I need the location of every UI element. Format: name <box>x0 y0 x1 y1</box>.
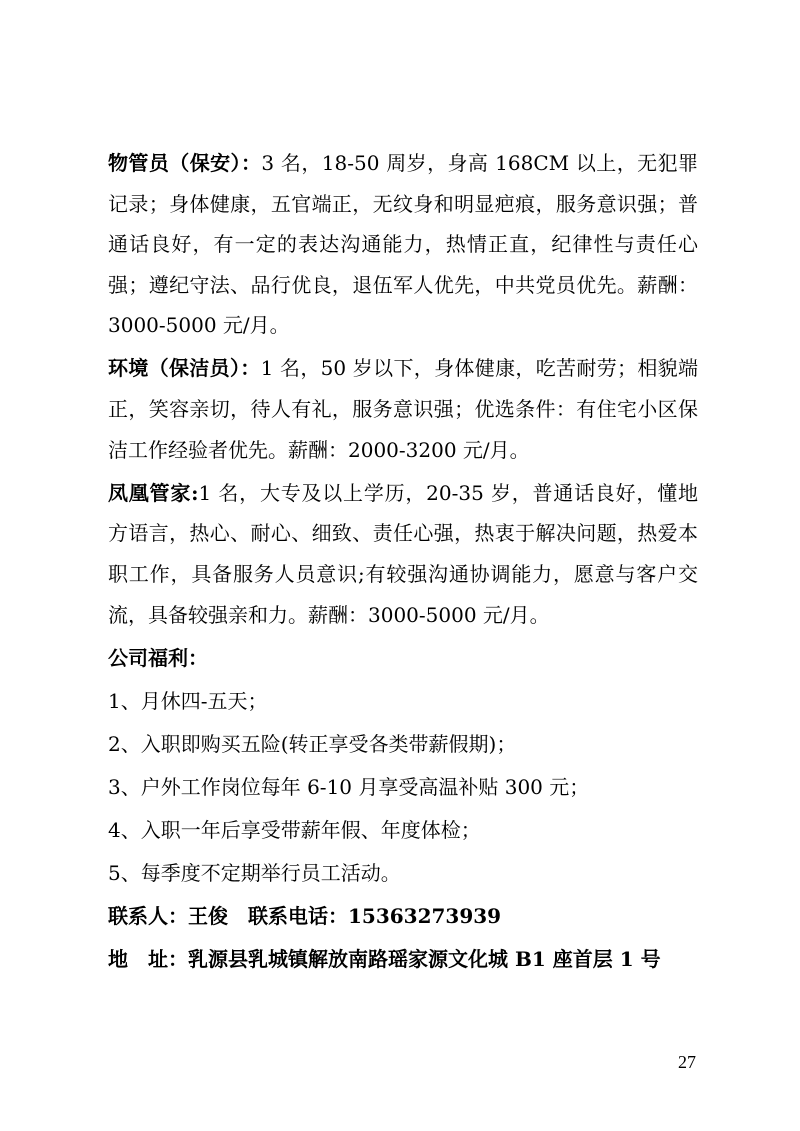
address-value: 乳源县乳城镇解放南路瑶家源文化城 B1 座首层 1 号 <box>188 947 661 972</box>
benefit-item: 4、入职一年后享受带薪年假、年度体检； <box>108 818 481 842</box>
contact-line <box>108 896 698 937</box>
document-body <box>108 143 698 982</box>
benefit-item: 5、每季度不定期举行员工活动。 <box>108 861 401 886</box>
security-guard-heading: 物管员（保安）： <box>108 151 262 175</box>
security-guard-section <box>108 143 698 346</box>
benefit-item: 1、月休四-五天； <box>108 688 268 713</box>
contact-person-name: 王俊 <box>188 904 228 929</box>
contact-person-label: 联系人： <box>108 904 188 929</box>
address-line <box>108 939 698 980</box>
address-label: 地 址： <box>108 947 188 972</box>
cleaner-section <box>108 348 698 470</box>
benefit-item: 2、入职即购买五险(转正享受各类带薪假期)； <box>108 731 517 756</box>
cleaner-text: 1 名，50 岁以下，身体健康，吃苦耐劳；相貌端正，笑容亲切，待人有礼，服务意识强；优选条件：有住宅小区保洁工作经验者优先。薪酬：2000-3200 元/月。 <box>108 356 699 462</box>
butler-section <box>108 473 698 635</box>
security-guard-text: 3 名，18-50 周岁，身高 168CM 以上，无犯罪记录；身体健康，五官端正，无纹身和明显疤痕，服务意识强；普通话良好，有一定的表达沟通能力，热情正直，纪律性与责任心强；遵纪守法、品行优良，退伍军人优先，中共党员优先。薪酬：3000-5000 元/月。 <box>108 151 699 338</box>
cleaner-heading: 环境（保洁员）： <box>108 356 261 381</box>
butler-text: 1 名，大专及以上学历，20-35 岁，普通话良好，懂地方语言，热心、耐心、细致、责任心强，热衷于解决问题，热爱本职工作，具备服务人员意识;有较强沟通协调能力，愿意与客户交流，具备较强亲和力。薪酬：3000-5000 元/月。 <box>108 480 698 627</box>
contact-phone-number: 15363273939 <box>348 904 502 929</box>
benefit-item: 3、户外工作岗位每年 6-10 月享受高温补贴 300 元； <box>108 774 590 799</box>
benefits-heading: 公司福利： <box>108 645 208 670</box>
contact-phone-label: 联系电话： <box>248 904 348 929</box>
butler-heading: 凤凰管家: <box>108 480 199 505</box>
page-number: 27 <box>678 1052 696 1072</box>
